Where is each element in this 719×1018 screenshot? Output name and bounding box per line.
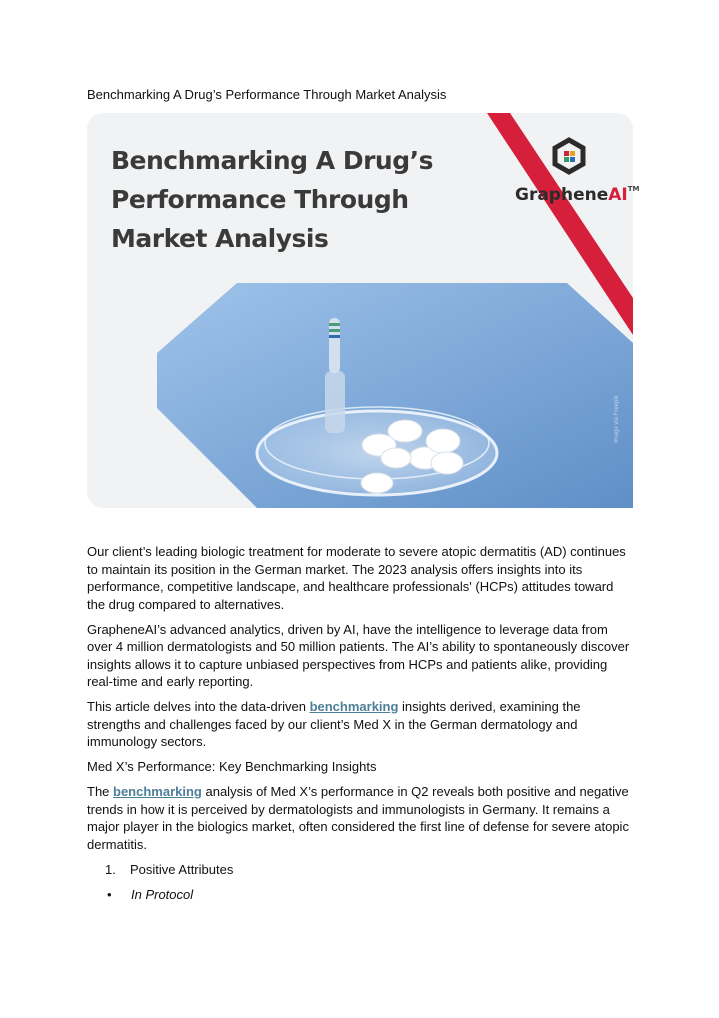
hero-title-line: Benchmarking A Drug’s [111, 146, 433, 175]
bullet-list-item [87, 886, 633, 904]
article-body [87, 543, 633, 903]
logo-word: Graphene [515, 185, 609, 205]
paragraph: Our client’s leading biologic treatment for moderate to severe atopic dermatitis (AD) continues to maintain its position in the German market. The 2023 analysis offers insights into its performance, competitive landscape, and healthcare professionals' (HCPs) attitudes toward the drug compared to alternatives. [87, 544, 626, 612]
hero-title-line: Performance Through [111, 185, 409, 214]
hero-image [87, 113, 640, 508]
trademark-mark: TM [627, 185, 640, 193]
list-number: 1. [105, 861, 116, 877]
logo-wordmark [515, 185, 639, 205]
numbered-list-item [87, 861, 633, 879]
bullet-icon: • [107, 886, 112, 902]
hero-title-line: Market Analysis [111, 224, 329, 253]
paragraph: GrapheneAI’s advanced analytics, driven by AI, have the intelligence to leverage data from over 4 million dermatologists and 50 million patients. The AI’s ability to spontaneously discover insights allows it to capture unbiased perspectives from HCPs and patients alike, providing real-time and early reporting. [87, 621, 630, 689]
graphene-logo-icon [555, 140, 583, 172]
benchmarking-link[interactable]: benchmarking [113, 784, 202, 799]
page-title: Benchmarking A Drug’s Performance Through Market Analysis [87, 87, 447, 102]
paragraph: The benchmarking analysis of Med X’s performance in Q2 reveals both positive and negative trends in how it is perceived by dermatologists and immunologists in Germany. It remains a major player in the biologics market, often considered the first line of defense for severe atopic dermatitis. [87, 784, 629, 852]
hero-title [111, 141, 471, 258]
paragraph: This article delves into the data-driven benchmarking insights derived, examining the strengths and challenges faced by our client’s Med X in the German dermatology and immunology sectors. [87, 699, 581, 749]
section-heading: Med X’s Performance: Key Benchmarking Insights [87, 759, 377, 774]
vial-shape [325, 371, 345, 433]
logo-word-accent: AI [608, 185, 628, 205]
list-item-label: In Protocol [131, 886, 194, 902]
benchmarking-link[interactable]: benchmarking [309, 699, 399, 714]
image-credit: Image via Freepik [614, 395, 620, 443]
list-item-label: Positive Attributes [130, 861, 234, 877]
